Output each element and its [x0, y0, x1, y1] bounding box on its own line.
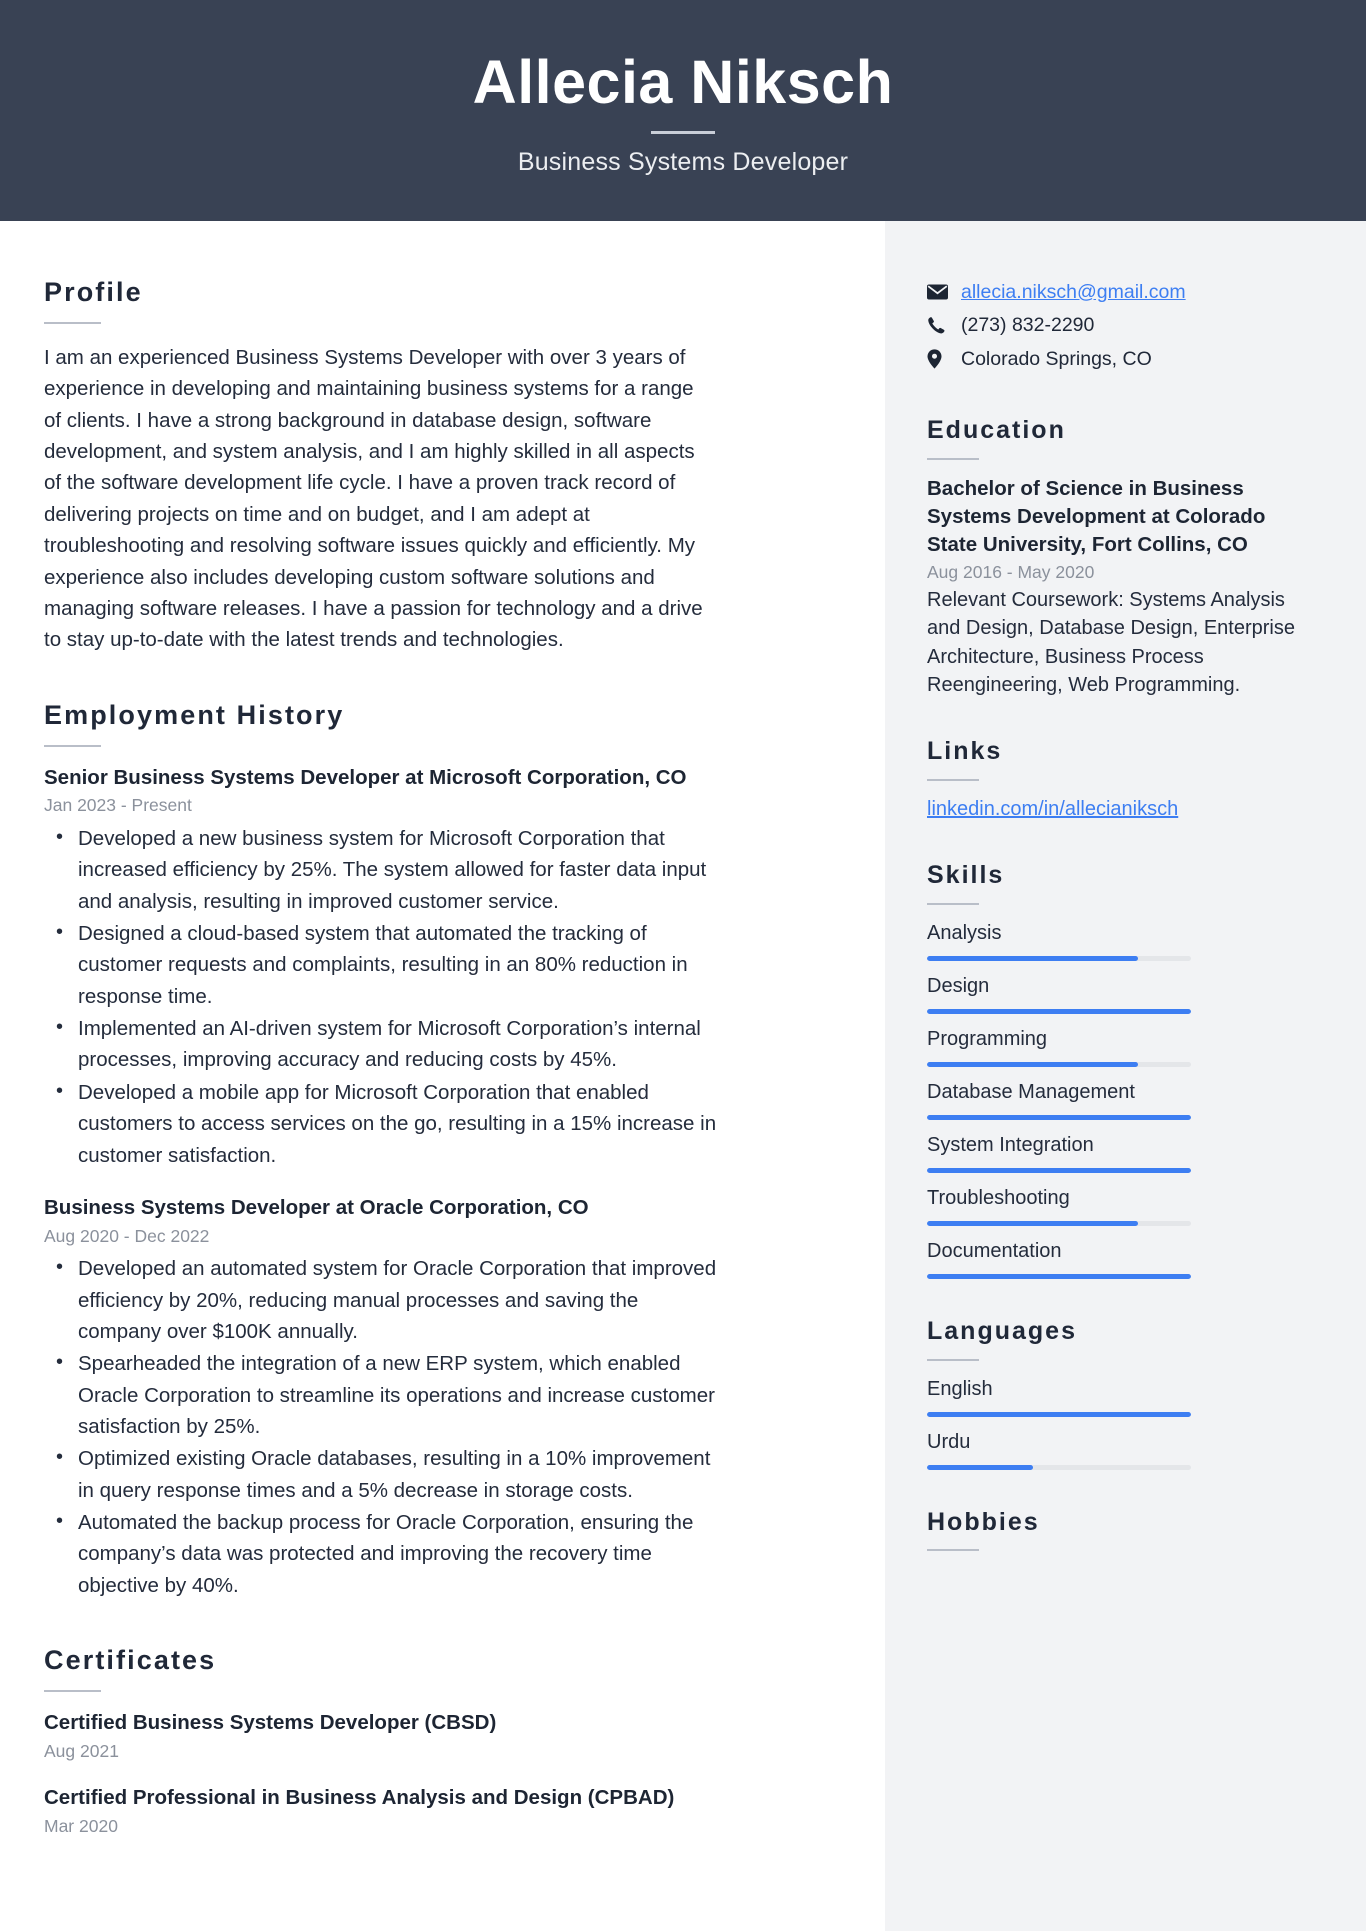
- email-link[interactable]: allecia.niksch@gmail.com: [961, 281, 1186, 303]
- skill-item: [927, 1238, 1306, 1279]
- job-date: Jan 2023 - Present: [44, 795, 192, 816]
- section-education: [927, 416, 1306, 700]
- education-heading-rule: [927, 458, 979, 460]
- education-heading: Education: [927, 415, 1066, 444]
- candidate-job-title: Business Systems Developer: [517, 147, 849, 176]
- certificates-heading-rule: [44, 1690, 101, 1692]
- language-label: Urdu: [927, 1430, 971, 1453]
- links-heading: Links: [927, 737, 1003, 766]
- skill-bar-track: [927, 1274, 1191, 1279]
- job-bullet-list: [44, 823, 837, 1171]
- contact-row-phone: [927, 312, 1306, 338]
- skill-item: [927, 1026, 1306, 1067]
- languages-heading: Languages: [927, 1316, 1077, 1345]
- skill-bar-fill: [927, 1221, 1138, 1226]
- employment-heading-rule: [44, 745, 101, 747]
- language-bar-track: [927, 1412, 1191, 1417]
- certificate-title: Certified Professional in Business Analysis and Design (CPBAD): [44, 1786, 675, 1810]
- job-bullet: • Developed a new business system for Microsoft Corporation that increased efficiency by 25%. The system allowed for faster data input and analysis, resulting in improved customer service.: [78, 823, 718, 917]
- skill-item: [927, 920, 1306, 961]
- job-bullet-list: [44, 1253, 837, 1601]
- profile-text: I am an experienced Business Systems Developer with over 3 years of experience in developing and maintaining business systems for a range of clients. I have a strong background in database design, software development, and system analysis, and I am highly skilled in all aspects of the software development life cycle. I have a proven track record of delivering projects on time and on budget, and I am adept at troubleshooting and resolving software issues quickly and efficiently. My experience also includes developing custom software solutions and managing software releases. I have a passion for technology and a drive to stay up-to-date with the latest trends and technologies.: [44, 346, 703, 652]
- skill-label: Analysis: [927, 921, 1002, 944]
- skill-label: Troubleshooting: [927, 1186, 1070, 1209]
- skill-bar-track: [927, 1115, 1191, 1120]
- skill-bar-fill: [927, 956, 1138, 961]
- skill-label: System Integration: [927, 1133, 1094, 1156]
- skill-bar-track: [927, 956, 1191, 961]
- job-bullet: • Developed an automated system for Oracle Corporation that improved efficiency by 20%, reducing manual processes and saving the company over $100K annually.: [78, 1253, 718, 1347]
- phone-icon: [927, 316, 951, 335]
- hobbies-heading: Hobbies: [927, 1507, 1040, 1536]
- section-links: [927, 737, 1306, 823]
- skills-heading: Skills: [927, 861, 1005, 890]
- contact-list: [927, 279, 1306, 372]
- job-bullet: • Optimized existing Oracle databases, resulting in a 10% improvement in query response times and a 5% decrease in storage costs.: [78, 1443, 718, 1506]
- skill-bar-fill: [927, 1274, 1191, 1279]
- skill-bar-track: [927, 1062, 1191, 1067]
- skill-item: [927, 973, 1306, 1014]
- employment-heading: Employment History: [44, 699, 345, 730]
- phone-value: (273) 832-2290: [961, 314, 1095, 337]
- certificate-entry: [44, 1785, 837, 1838]
- links-list: [927, 796, 1306, 823]
- location-value: Colorado Springs, CO: [961, 347, 1152, 370]
- job-bullet: • Developed a mobile app for Microsoft Corporation that enabled customers to access services on the go, resulting in a 15% increase in customer satisfaction.: [78, 1077, 718, 1171]
- skill-label: Documentation: [927, 1239, 1062, 1262]
- section-skills: [927, 861, 1306, 1279]
- skill-bar-fill: [927, 1062, 1138, 1067]
- candidate-name: Allecia Niksch: [472, 48, 894, 117]
- skill-item: [927, 1185, 1306, 1226]
- language-bar-fill: [927, 1412, 1191, 1417]
- certificate-title: Certified Business Systems Developer (CBSD): [44, 1711, 497, 1735]
- profile-heading-rule: [44, 322, 101, 324]
- language-bar-track: [927, 1465, 1191, 1470]
- language-bar-fill: [927, 1465, 1033, 1470]
- certificate-date: Mar 2020: [44, 1816, 118, 1837]
- section-languages: [927, 1317, 1306, 1470]
- skill-bar-fill: [927, 1009, 1191, 1014]
- skill-bar-fill: [927, 1115, 1191, 1120]
- language-label: English: [927, 1377, 993, 1400]
- education-degree: Bachelor of Science in Business Systems Development at Colorado State University, Fort Collins, CO: [927, 476, 1266, 556]
- skill-bar-fill: [927, 1168, 1191, 1173]
- certificates-heading: Certificates: [44, 1645, 217, 1676]
- job-entry: [44, 765, 837, 1171]
- resume-header: [0, 0, 1366, 221]
- languages-heading-rule: [927, 1359, 979, 1361]
- location-pin-icon: [927, 349, 951, 369]
- section-profile: [44, 277, 837, 656]
- job-date: Aug 2020 - Dec 2022: [44, 1225, 210, 1246]
- job-bullet: • Automated the backup process for Oracle Corporation, ensuring the company’s data was protected and improving the recovery time objective by 40%.: [78, 1507, 718, 1601]
- envelope-icon: [927, 284, 951, 300]
- education-date: Aug 2016 - May 2020: [927, 561, 1095, 582]
- language-item: [927, 1376, 1306, 1417]
- skills-heading-rule: [927, 903, 979, 905]
- header-divider: [651, 131, 715, 134]
- skill-item: [927, 1132, 1306, 1173]
- linkedin-link[interactable]: linkedin.com/in/allecianiksch: [927, 798, 1179, 821]
- certificate-date: Aug 2021: [44, 1740, 119, 1761]
- links-heading-rule: [927, 779, 979, 781]
- hobbies-heading-rule: [927, 1549, 979, 1551]
- section-hobbies: [927, 1508, 1306, 1607]
- contact-row-location: [927, 346, 1306, 372]
- skill-label: Design: [927, 974, 990, 997]
- language-item: [927, 1429, 1306, 1470]
- contact-row-email: [927, 279, 1306, 305]
- sidebar-column: [885, 221, 1366, 1931]
- education-description: Relevant Coursework: Systems Analysis and Design, Database Design, Enterprise Architecture, Business Process Reengineering, Web Programming.: [927, 588, 1295, 697]
- job-bullet: • Designed a cloud-based system that automated the tracking of customer requests and complaints, resulting in an 80% reduction in response time.: [78, 918, 718, 1012]
- skill-bar-track: [927, 1009, 1191, 1014]
- job-title: Senior Business Systems Developer at Microsoft Corporation, CO: [44, 765, 687, 789]
- section-certificates: [44, 1645, 837, 1839]
- skill-item: [927, 1079, 1306, 1120]
- main-column: [0, 221, 885, 1931]
- skill-label: Programming: [927, 1027, 1048, 1050]
- skill-label: Database Management: [927, 1080, 1135, 1103]
- skill-bar-track: [927, 1221, 1191, 1226]
- job-bullet: • Implemented an AI-driven system for Microsoft Corporation’s internal processes, improving accuracy and reducing costs by 45%.: [78, 1013, 718, 1076]
- certificate-entry: [44, 1710, 837, 1763]
- section-employment: [44, 700, 837, 1601]
- job-bullet: • Spearheaded the integration of a new ERP system, which enabled Oracle Corporation to streamline its operations and increase customer satisfaction by 25%.: [78, 1348, 718, 1442]
- skill-bar-track: [927, 1168, 1191, 1173]
- job-title: Business Systems Developer at Oracle Corporation, CO: [44, 1195, 589, 1219]
- resume-body: [0, 221, 1366, 1931]
- job-entry: [44, 1195, 837, 1601]
- profile-heading: Profile: [44, 277, 143, 307]
